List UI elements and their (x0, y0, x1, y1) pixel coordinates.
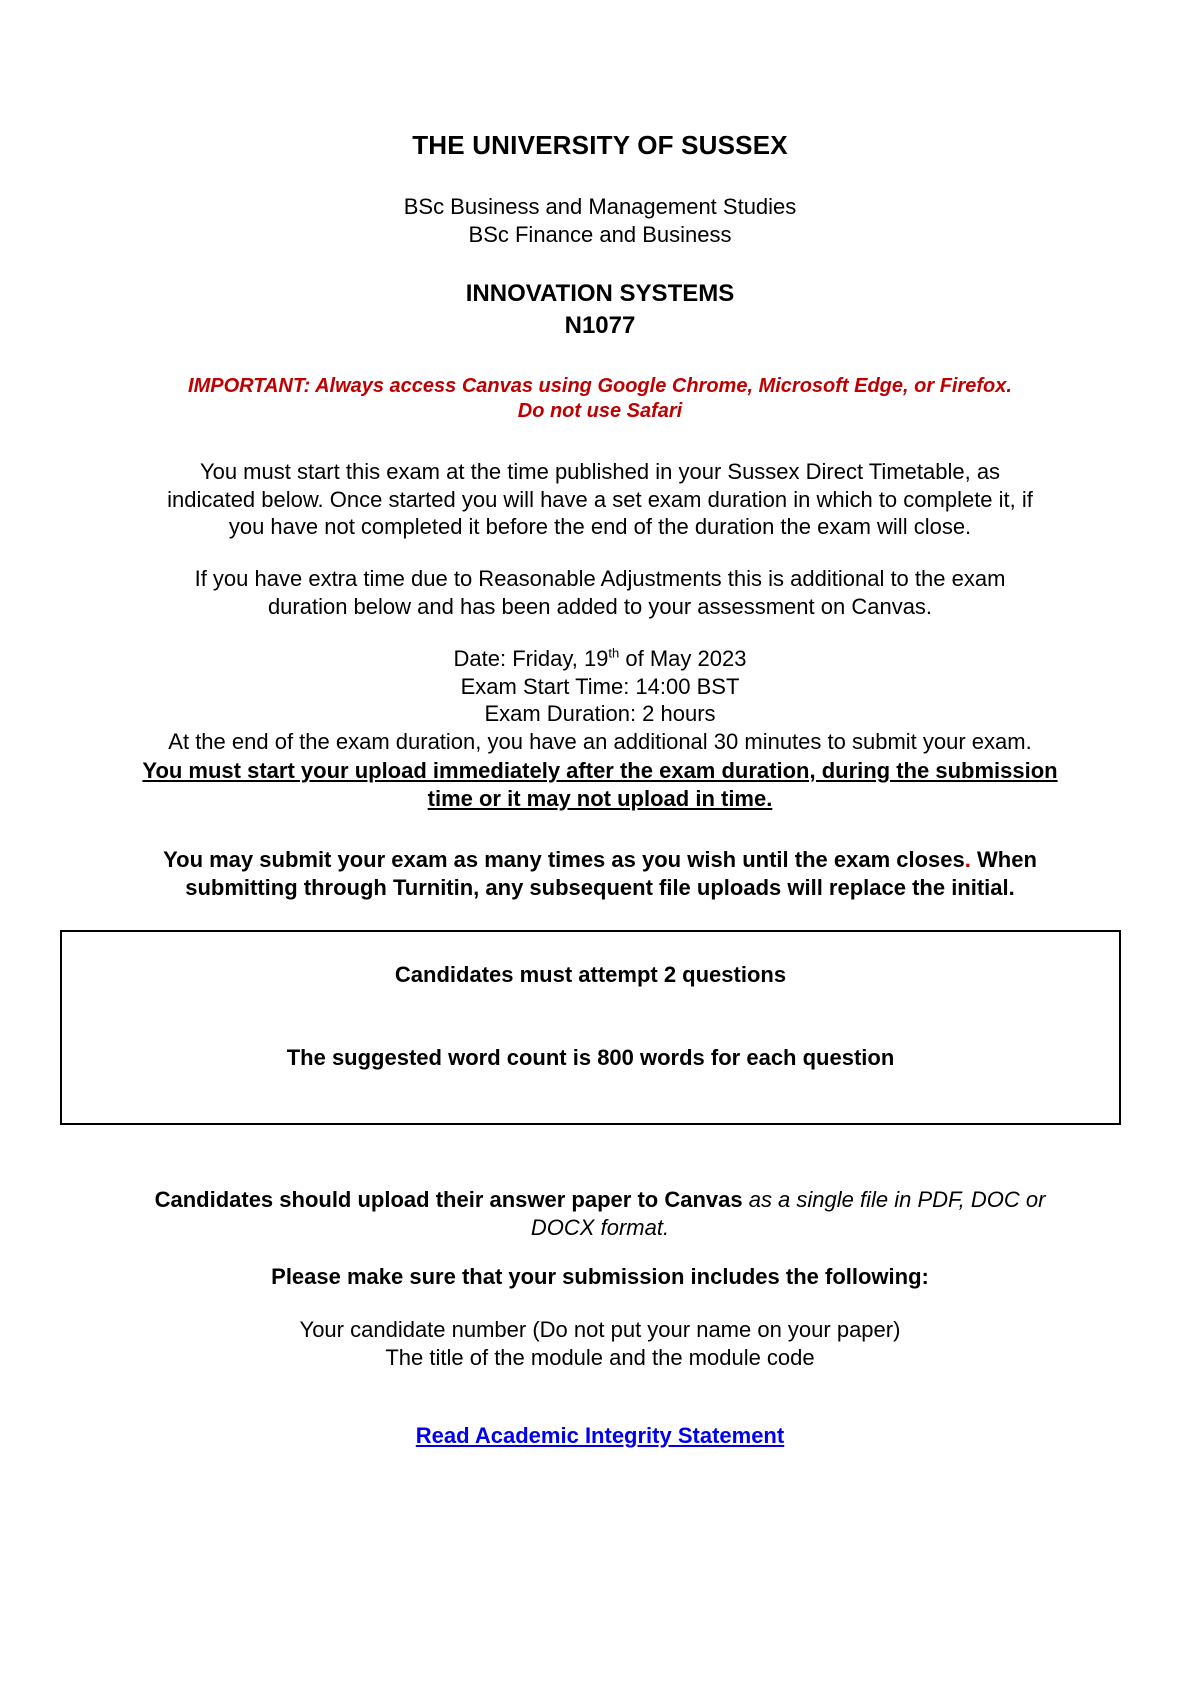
submission-line-2: submitting through Turnitin, any subsequent file uploads will replace the initial. (185, 874, 1015, 900)
submission-line-1 (0, 846, 1200, 874)
academic-integrity-row (0, 1423, 1200, 1449)
exam-additional-time: At the end of the exam duration, you have an additional 30 minutes to submit your exam. (168, 728, 1032, 754)
module-code: N1077 (564, 312, 636, 339)
upload-bold-text: Candidates should upload their answer paper to Canvas (154, 1187, 743, 1212)
submission-line-1b: When (970, 847, 1037, 872)
upload-italic-text-1: as a single file in PDF, DOC or (742, 1187, 1046, 1212)
browser-warning-line-2: Do not use Safari (517, 400, 683, 422)
extra-time-notice (0, 565, 1200, 620)
degree-finance-business: BSc Finance and Business (468, 222, 732, 247)
degree-list (0, 193, 1200, 249)
extra-time-line-2: duration below and has been added to your assessment on Canvas. (267, 593, 933, 619)
upload-warning-line-1: You must start your upload immediately after the exam duration, during the submission (142, 758, 1058, 783)
exam-duration: Exam Duration: 2 hours (484, 701, 716, 726)
upload-instructions (0, 1186, 1200, 1241)
academic-integrity-link[interactable]: Read Academic Integrity Statement (415, 1423, 785, 1448)
submission-line-1a: You may submit your exam as many times as you wish until the exam closes (163, 847, 965, 872)
start-notice-line-1: You must start this exam at the time published in your Sussex Direct Timetable, as (199, 459, 1001, 484)
module-title: INNOVATION SYSTEMS (465, 280, 735, 307)
upload-line-1 (0, 1186, 1200, 1214)
module-heading (0, 278, 1200, 342)
browser-warning (0, 374, 1200, 424)
university-title: THE UNIVERSITY OF SUSSEX (412, 130, 788, 160)
extra-time-line-1: If you have extra time due to Reasonable Adjustments this is additional to the exam (194, 566, 1006, 591)
degree-business-management: BSc Business and Management Studies (403, 194, 797, 219)
exam-date-ordinal: th (608, 645, 620, 661)
submission-notice (0, 846, 1200, 901)
exam-schedule (0, 645, 1200, 812)
browser-warning-line-1: IMPORTANT: Always access Canvas using Google Chrome, Microsoft Edge, or Firefox. (188, 375, 1012, 397)
rubric-attempt: Candidates must attempt 2 questions (394, 962, 787, 987)
upload-italic-text-2: DOCX format. (530, 1214, 670, 1240)
requirement-module-title-code: The title of the module and the module code (385, 1345, 815, 1370)
submission-requirements-list (0, 1316, 1200, 1372)
exam-date (0, 645, 1200, 673)
requirement-candidate-number: Your candidate number (Do not put your name on your paper) (299, 1317, 901, 1342)
rubric-box (60, 930, 1121, 1125)
exam-date-prefix: Date: Friday, 19 (453, 646, 609, 671)
submission-requirements-heading: Please make sure that your submission includes the following: (271, 1264, 929, 1289)
start-notice-line-3: you have not completed it before the end of the duration the exam will close. (228, 514, 972, 539)
upload-warning-line-2: time or it may not upload in time. (427, 785, 773, 811)
start-notice (0, 458, 1200, 541)
submission-red-dot: . (964, 847, 971, 872)
exam-date-suffix: of May 2023 (619, 646, 747, 671)
rubric-word-count: The suggested word count is 800 words for each question (286, 1045, 895, 1070)
start-notice-line-2: indicated below. Once started you will have a set exam duration in which to complete it, if (167, 486, 1033, 512)
exam-start-time: Exam Start Time: 14:00 BST (460, 673, 740, 699)
